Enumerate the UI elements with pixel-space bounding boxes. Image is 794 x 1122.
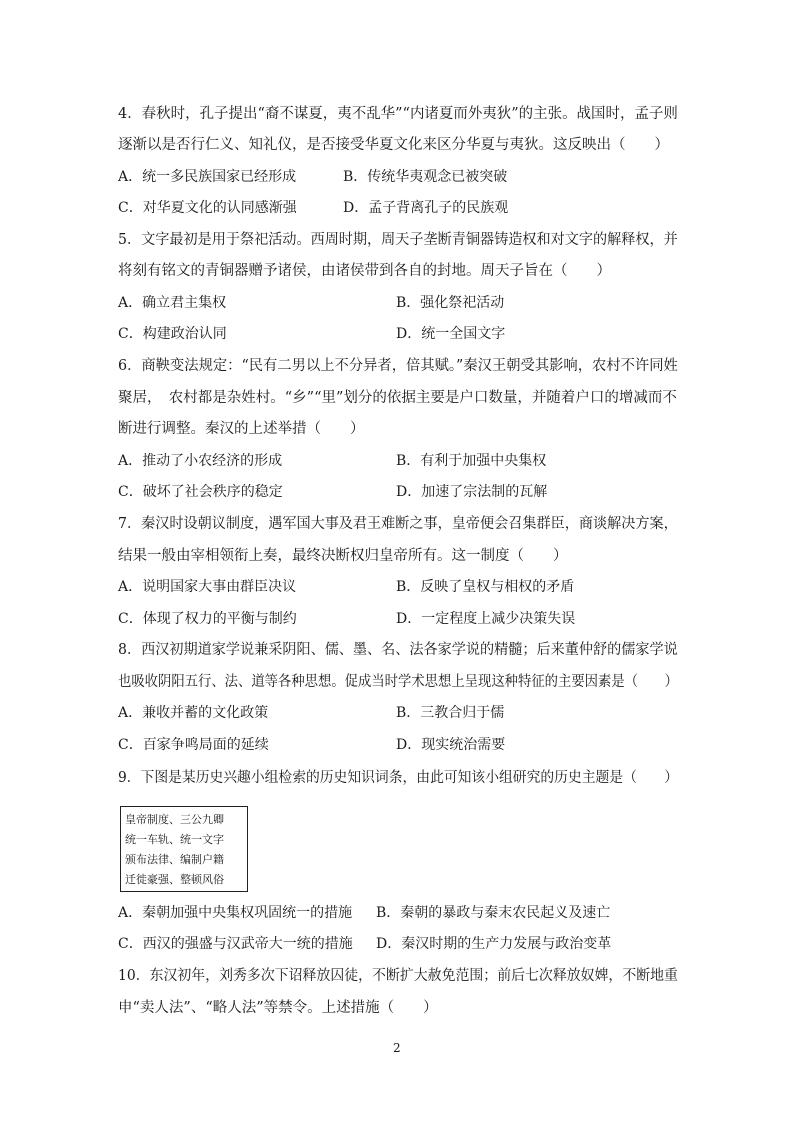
q9-keyword-box xyxy=(120,806,248,892)
q4-option-c[interactable]: C．对华夏文化的认同感渐强 xyxy=(118,200,297,216)
q9-box-row: 统一车轨、统一文字 xyxy=(125,833,224,846)
q4-option-a[interactable]: A．统一多民族国家已经形成 xyxy=(118,169,297,185)
q5-option-b[interactable]: B．强化祭祀活动 xyxy=(396,295,505,311)
q9-option-c[interactable]: C．西汉的强盛与汉武帝大一统的措施 xyxy=(118,936,353,952)
q4-stem-line-2: 逐渐以是否行仁义、知礼仪，是否接受华夏文化来区分华夏与夷狄。这反映出（ ） xyxy=(118,137,669,153)
q9-option-a[interactable]: A．秦朝加强中央集权巩固统一的措施 xyxy=(118,905,353,921)
q6-stem-line-1: 6．商鞅变法规定：“民有二男以上不分异者，倍其赋。”秦汉王朝受其影响，农村不许同姓 xyxy=(118,358,678,374)
q9-option-d[interactable]: D．秦汉时期的生产力发展与政治变革 xyxy=(376,936,612,952)
q7-option-c[interactable]: C．体现了权力的平衡与制约 xyxy=(118,611,297,627)
q6-option-b[interactable]: B．有利于加强中央集权 xyxy=(396,453,547,469)
q7-option-a[interactable]: A．说明国家大事由群臣决议 xyxy=(118,579,297,595)
q9-option-b[interactable]: B．秦朝的暴政与秦末农民起义及速亡 xyxy=(376,905,611,921)
q9-box-row: 颁布法律、编制户籍 xyxy=(125,853,224,866)
q9-stem-line-1: 9．下图是某历史兴趣小组检索的历史知识词条，由此可知该小组研究的历史主题是（ ） xyxy=(118,770,679,786)
q9-box-row: 迁徙豪强、整顿风俗 xyxy=(125,873,224,886)
q5-option-c[interactable]: C．构建政治认同 xyxy=(118,326,227,342)
q5-option-d[interactable]: D．统一全国文字 xyxy=(396,326,506,342)
q4-option-d[interactable]: D．孟子背离孔子的民族观 xyxy=(343,200,509,216)
q7-stem-line-1: 7．秦汉时设朝议制度，遇军国大事及君王难断之事，皇帝便会召集群臣，商谈解决方案， xyxy=(118,516,678,532)
q7-option-d[interactable]: D．一定程度上减少决策失误 xyxy=(396,611,576,627)
q8-option-d[interactable]: D．现实统治需要 xyxy=(396,737,506,753)
q6-option-d[interactable]: D．加速了宗法制的瓦解 xyxy=(396,484,548,500)
q9-box-row: 皇帝制度、三公九卿 xyxy=(125,813,224,826)
q8-stem-line-1: 8．西汉初期道家学说兼采阴阳、儒、墨、名、法各家学说的精髓；后来董仲舒的儒家学说 xyxy=(118,642,678,658)
q10-stem-line-1: 10．东汉初年，刘秀多次下诏释放囚徒，不断扩大赦免范围；前后七次释放奴婢，不断地重 xyxy=(118,968,678,984)
q8-option-a[interactable]: A．兼收并蓄的文化政策 xyxy=(118,705,269,721)
q6-option-a[interactable]: A．推动了小农经济的形成 xyxy=(118,453,283,469)
q7-option-b[interactable]: B．反映了皇权与相权的矛盾 xyxy=(396,579,575,595)
q7-stem-line-2: 结果一般由宰相领衔上奏，最终决断权归皇帝所有。这一制度（ ） xyxy=(118,548,568,564)
q5-option-a[interactable]: A．确立君主集权 xyxy=(118,295,227,311)
q5-stem-line-2: 将刻有铭文的青铜器赠予诸侯，由诸侯带到各自的封地。周天子旨在（ ） xyxy=(118,263,611,279)
q6-option-c[interactable]: C．破坏了社会秩序的稳定 xyxy=(118,484,283,500)
q8-option-c[interactable]: C．百家争鸣局面的延续 xyxy=(118,737,269,753)
q4-stem-line-1: 4．春秋时，孔子提出“裔不谋夏，夷不乱华”“内诸夏而外夷狄”的主张。战国时，孟子则 xyxy=(118,106,678,122)
q4-option-b[interactable]: B．传统华夷观念已被突破 xyxy=(343,169,508,185)
q5-stem-line-1: 5．文字最初是用于祭祀活动。西周时期，周天子垄断青铜器铸造权和对文字的解释权，并 xyxy=(118,232,678,248)
q10-stem-line-2: 申“卖人法”、“略人法”等禁令。上述措施（ ） xyxy=(118,1000,438,1016)
q8-stem-line-2: 也吸收阴阳五行、法、道等各种思想。促成当时学术思想上呈现这种特征的主要因素是（ ） xyxy=(118,674,678,690)
q6-stem-line-3: 断进行调整。秦汉的上述举措（ ） xyxy=(118,421,365,437)
page-number: 2 xyxy=(393,1041,401,1055)
q8-option-b[interactable]: B．三教合归于儒 xyxy=(396,705,505,721)
q6-stem-line-2: 聚居， 农村都是杂姓村。“乡”“里”划分的依据主要是户口数量，并随着户口的增减而不 xyxy=(118,390,677,406)
